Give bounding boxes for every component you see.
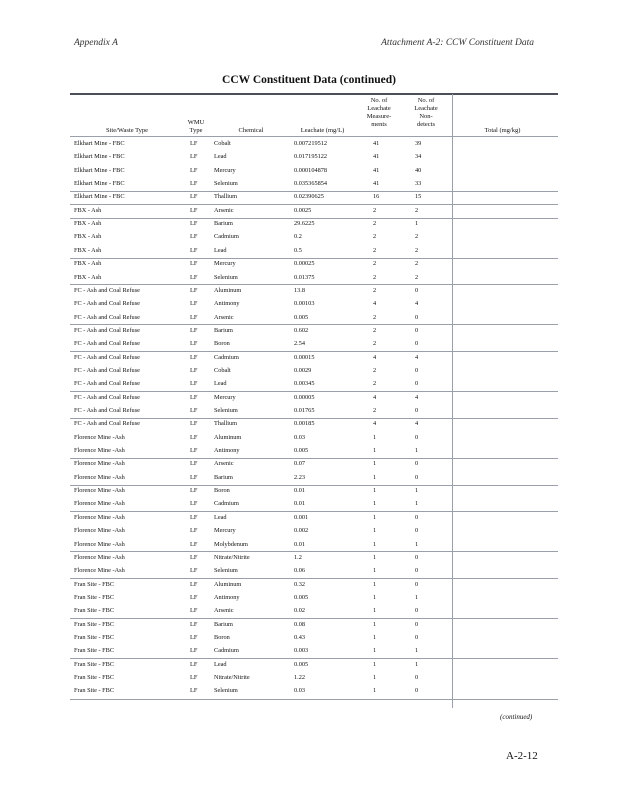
- page-number: A-2-12: [506, 750, 538, 762]
- row-chemical: Lead: [214, 153, 227, 161]
- row-measurements: 2: [373, 366, 377, 374]
- row-site: FC - Ash and Coal Refuse: [74, 393, 140, 401]
- row-nondetects: 0: [415, 340, 419, 348]
- row-leachate: 0.0025: [294, 206, 312, 214]
- row-measurements: 2: [373, 206, 377, 214]
- row-leachate: 0.017195122: [294, 153, 328, 161]
- row-measurements: 1: [373, 527, 377, 535]
- row-leachate: 0.00005: [294, 393, 315, 401]
- row-site: Florence Mine -Ash: [74, 460, 125, 468]
- row-chemical: Aluminum: [214, 286, 242, 294]
- row-leachate: 0.002: [294, 527, 309, 535]
- row-site: Fran Site - FBC: [74, 580, 115, 588]
- row-chemical: Arsenic: [214, 607, 234, 615]
- row-chemical: Arsenic: [214, 313, 234, 321]
- row-nondetects: 0: [415, 674, 419, 681]
- row-chemical: Nitrate/Nitrite: [214, 553, 250, 561]
- row-nondetects: 1: [415, 593, 419, 601]
- row-wmu: LF: [190, 553, 198, 561]
- row-site: Elkhart Mine - FBC: [74, 193, 125, 201]
- row-site: Fran Site - FBC: [74, 674, 115, 681]
- row-leachate: 0.035365854: [294, 180, 328, 188]
- row-leachate: 29.6225: [294, 220, 315, 228]
- row-chemical: Cadmium: [214, 233, 239, 241]
- row-chemical: Molybdenum: [214, 540, 248, 548]
- col-total-header: Total (mg/kg): [484, 127, 521, 134]
- row-chemical: Thallium: [214, 193, 238, 201]
- row-chemical: Mercury: [214, 166, 236, 174]
- row-leachate: 0.00185: [294, 420, 315, 428]
- row-site: FC - Ash and Coal Refuse: [74, 366, 140, 374]
- row-leachate: 0.007219512: [294, 140, 328, 147]
- row-wmu: LF: [190, 193, 198, 201]
- row-site: FC - Ash and Coal Refuse: [74, 286, 140, 294]
- row-measurements: 41: [373, 180, 380, 188]
- row-nondetects: 0: [415, 620, 419, 628]
- row-nondetects: 0: [415, 460, 419, 468]
- row-nondetects: 40: [415, 166, 422, 174]
- row-leachate: 0.00103: [294, 300, 315, 308]
- row-leachate: 0.01: [294, 540, 306, 548]
- row-group-divider: [70, 458, 558, 459]
- row-site: FBX - Ash: [74, 233, 102, 241]
- row-wmu: LF: [190, 300, 198, 308]
- row-chemical: Selenium: [214, 567, 238, 575]
- row-wmu: LF: [190, 220, 198, 228]
- row-wmu: LF: [190, 353, 198, 361]
- row-chemical: Mercury: [214, 260, 236, 268]
- row-wmu: LF: [190, 206, 198, 214]
- row-chemical: Cadmium: [214, 500, 239, 508]
- row-wmu: LF: [190, 273, 198, 281]
- row-leachate: 0.00015: [294, 353, 315, 361]
- row-leachate: 13.8: [294, 286, 306, 294]
- row-nondetects: 4: [415, 353, 419, 361]
- row-wmu: LF: [190, 540, 198, 548]
- row-wmu: LF: [190, 326, 198, 334]
- row-chemical: Boron: [214, 340, 230, 348]
- row-nondetects: 4: [415, 393, 419, 401]
- row-leachate: 0.01765: [294, 407, 315, 414]
- row-measurements: 2: [373, 246, 377, 254]
- row-group-divider: [70, 578, 558, 579]
- row-nondetects: 0: [415, 366, 419, 374]
- row-measurements: 41: [373, 166, 380, 174]
- row-site: Florence Mine -Ash: [74, 567, 125, 575]
- row-leachate: 0.00345: [294, 380, 315, 388]
- row-site: Fran Site - FBC: [74, 687, 115, 695]
- row-leachate: 0.03: [294, 687, 306, 695]
- row-measurements: 1: [373, 580, 377, 588]
- row-chemical: Arsenic: [214, 460, 234, 468]
- row-leachate: 0.0029: [294, 366, 312, 374]
- row-site: Fran Site - FBC: [74, 633, 115, 641]
- row-leachate: 0.01: [294, 487, 306, 495]
- row-site: Florence Mine -Ash: [74, 540, 125, 548]
- row-nondetects: 1: [415, 660, 419, 668]
- row-chemical: Barium: [214, 326, 233, 334]
- row-measurements: 1: [373, 567, 377, 575]
- row-nondetects: 0: [415, 286, 419, 294]
- row-chemical: Cobalt: [214, 140, 231, 147]
- row-nondetects: 0: [415, 380, 419, 388]
- row-site: Elkhart Mine - FBC: [74, 140, 125, 147]
- row-nondetects: 2: [415, 273, 419, 281]
- row-nondetects: 0: [415, 687, 419, 695]
- row-nondetects: 0: [415, 580, 419, 588]
- row-leachate: 0.43: [294, 633, 306, 641]
- row-chemical: Selenium: [214, 687, 238, 695]
- row-site: Florence Mine -Ash: [74, 487, 125, 495]
- row-wmu: LF: [190, 260, 198, 268]
- row-chemical: Barium: [214, 473, 233, 481]
- row-leachate: 1.22: [294, 674, 306, 681]
- row-wmu: LF: [190, 433, 198, 441]
- row-leachate: 0.000104878: [294, 166, 328, 174]
- row-chemical: Barium: [214, 220, 233, 228]
- row-site: Florence Mine -Ash: [74, 500, 125, 508]
- row-wmu: LF: [190, 607, 198, 615]
- row-chemical: Lead: [214, 660, 227, 668]
- row-nondetects: 0: [415, 313, 419, 321]
- row-measurements: 2: [373, 326, 377, 334]
- row-measurements: 2: [373, 233, 377, 241]
- row-nondetects: 0: [415, 527, 419, 535]
- row-group-divider: [70, 658, 558, 659]
- row-wmu: LF: [190, 140, 198, 147]
- row-chemical: Aluminum: [214, 433, 242, 441]
- row-group-divider: [70, 551, 558, 552]
- row-measurements: 1: [373, 433, 377, 441]
- row-measurements: 41: [373, 153, 380, 161]
- row-chemical: Mercury: [214, 393, 236, 401]
- row-leachate: 0.02390625: [294, 193, 324, 201]
- row-chemical: Aluminum: [214, 580, 242, 588]
- row-wmu: LF: [190, 286, 198, 294]
- row-site: FC - Ash and Coal Refuse: [74, 313, 140, 321]
- row-nondetects: 1: [415, 220, 419, 228]
- row-site: Florence Mine -Ash: [74, 473, 125, 481]
- row-measurements: 4: [373, 393, 377, 401]
- col-chemical-header: Chemical: [238, 127, 264, 134]
- row-measurements: 41: [373, 140, 380, 147]
- row-measurements: 2: [373, 273, 377, 281]
- row-measurements: 2: [373, 220, 377, 228]
- row-leachate: 0.01: [294, 500, 306, 508]
- row-wmu: LF: [190, 647, 198, 655]
- row-site: FC - Ash and Coal Refuse: [74, 420, 140, 428]
- row-wmu: LF: [190, 233, 198, 241]
- row-wmu: LF: [190, 580, 198, 588]
- row-nondetects: 0: [415, 567, 419, 575]
- row-wmu: LF: [190, 527, 198, 535]
- row-leachate: 0.01375: [294, 273, 315, 281]
- row-nondetects: 1: [415, 447, 419, 455]
- row-wmu: LF: [190, 420, 198, 428]
- row-nondetects: 0: [415, 473, 419, 481]
- total-column-divider: [452, 94, 453, 708]
- row-measurements: 1: [373, 593, 377, 601]
- row-nondetects: 15: [415, 193, 422, 201]
- row-wmu: LF: [190, 180, 198, 188]
- row-wmu: LF: [190, 166, 198, 174]
- row-nondetects: 0: [415, 553, 419, 561]
- row-nondetects: 2: [415, 206, 419, 214]
- row-wmu: LF: [190, 473, 198, 481]
- row-nondetects: 2: [415, 246, 419, 254]
- row-wmu: LF: [190, 674, 198, 681]
- row-nondetects: 0: [415, 633, 419, 641]
- row-site: Fran Site - FBC: [74, 660, 115, 668]
- row-measurements: 1: [373, 553, 377, 561]
- row-measurements: 1: [373, 473, 377, 481]
- row-nondetects: 4: [415, 420, 419, 428]
- row-leachate: 0.06: [294, 567, 306, 575]
- table-top-rule: [70, 93, 558, 95]
- row-nondetects: 0: [415, 407, 419, 414]
- row-measurements: 16: [373, 193, 380, 201]
- row-site: Florence Mine -Ash: [74, 433, 125, 441]
- row-leachate: 0.03: [294, 433, 306, 441]
- row-wmu: LF: [190, 313, 198, 321]
- row-group-divider: [70, 284, 558, 285]
- table-bottom-rule: [70, 699, 558, 700]
- row-chemical: Selenium: [214, 180, 238, 188]
- row-wmu: LF: [190, 407, 198, 414]
- row-leachate: 2.23: [294, 473, 306, 481]
- row-leachate: 2.54: [294, 340, 306, 348]
- row-nondetects: 39: [415, 140, 422, 147]
- row-wmu: LF: [190, 633, 198, 641]
- page-title: CCW Constituent Data (continued): [222, 74, 396, 86]
- row-leachate: 0.2: [294, 233, 302, 241]
- row-chemical: Cadmium: [214, 353, 239, 361]
- row-leachate: 0.001: [294, 513, 309, 521]
- row-chemical: Antimony: [214, 447, 240, 455]
- row-group-divider: [70, 511, 558, 512]
- row-site: FBX - Ash: [74, 246, 102, 254]
- row-measurements: 4: [373, 300, 377, 308]
- row-chemical: Cobalt: [214, 366, 231, 374]
- row-nondetects: 0: [415, 326, 419, 334]
- row-wmu: LF: [190, 366, 198, 374]
- row-chemical: Thallium: [214, 420, 238, 428]
- row-site: Elkhart Mine - FBC: [74, 180, 125, 188]
- col-measurements-header: No. of Leachate Measure- ments: [366, 97, 392, 128]
- row-measurements: 2: [373, 380, 377, 388]
- row-wmu: LF: [190, 340, 198, 348]
- row-site: FC - Ash and Coal Refuse: [74, 340, 140, 348]
- row-wmu: LF: [190, 513, 198, 521]
- row-group-divider: [70, 618, 558, 619]
- row-wmu: LF: [190, 567, 198, 575]
- row-site: Elkhart Mine - FBC: [74, 166, 125, 174]
- row-measurements: 2: [373, 313, 377, 321]
- row-measurements: 1: [373, 500, 377, 508]
- row-measurements: 1: [373, 513, 377, 521]
- row-site: FBX - Ash: [74, 260, 102, 268]
- table-header-rule: [70, 136, 558, 137]
- row-measurements: 1: [373, 487, 377, 495]
- row-wmu: LF: [190, 153, 198, 161]
- row-measurements: 2: [373, 340, 377, 348]
- row-chemical: Nitrate/Nitrite: [214, 674, 250, 681]
- row-measurements: 2: [373, 260, 377, 268]
- row-wmu: LF: [190, 687, 198, 695]
- row-chemical: Selenium: [214, 273, 238, 281]
- row-measurements: 1: [373, 620, 377, 628]
- row-wmu: LF: [190, 460, 198, 468]
- row-leachate: 0.005: [294, 447, 309, 455]
- row-wmu: LF: [190, 447, 198, 455]
- row-group-divider: [70, 485, 558, 486]
- row-chemical: Lead: [214, 380, 227, 388]
- row-nondetects: 0: [415, 513, 419, 521]
- row-wmu: LF: [190, 393, 198, 401]
- row-group-divider: [70, 324, 558, 325]
- row-wmu: LF: [190, 246, 198, 254]
- row-nondetects: 34: [415, 153, 422, 161]
- row-chemical: Arsenic: [214, 206, 234, 214]
- continued-note: (continued): [500, 713, 533, 721]
- row-site: Fran Site - FBC: [74, 593, 115, 601]
- appendix-label: Appendix A: [74, 38, 118, 48]
- row-leachate: 0.32: [294, 580, 306, 588]
- row-site: Florence Mine -Ash: [74, 513, 125, 521]
- row-leachate: 1.2: [294, 553, 302, 561]
- row-leachate: 0.003: [294, 647, 309, 655]
- row-leachate: 0.5: [294, 246, 302, 254]
- row-site: FC - Ash and Coal Refuse: [74, 380, 140, 388]
- row-site: Elkhart Mine - FBC: [74, 153, 125, 161]
- row-measurements: 2: [373, 407, 377, 414]
- row-site: Fran Site - FBC: [74, 620, 115, 628]
- col-nondetects-header: No. of Leachate Non- detects: [414, 97, 438, 128]
- row-site: FC - Ash and Coal Refuse: [74, 407, 140, 414]
- row-site: FC - Ash and Coal Refuse: [74, 300, 140, 308]
- row-nondetects: 0: [415, 607, 419, 615]
- row-nondetects: 1: [415, 487, 419, 495]
- row-leachate: 0.005: [294, 313, 309, 321]
- row-nondetects: 2: [415, 233, 419, 241]
- col-leachate-header: Leachate (mg/L): [300, 127, 345, 134]
- row-nondetects: 1: [415, 540, 419, 548]
- row-site: FBX - Ash: [74, 273, 102, 281]
- row-site: Florence Mine -Ash: [74, 553, 125, 561]
- row-chemical: Cadmium: [214, 647, 239, 655]
- row-chemical: Selenium: [214, 407, 238, 414]
- col-wmu-header: WMU Type: [187, 119, 205, 134]
- row-chemical: Antimony: [214, 593, 240, 601]
- row-site: Florence Mine -Ash: [74, 447, 125, 455]
- row-chemical: Antimony: [214, 300, 240, 308]
- row-chemical: Lead: [214, 513, 227, 521]
- row-wmu: LF: [190, 487, 198, 495]
- row-site: FC - Ash and Coal Refuse: [74, 326, 140, 334]
- row-nondetects: 4: [415, 300, 419, 308]
- row-wmu: LF: [190, 593, 198, 601]
- row-group-divider: [70, 204, 558, 205]
- row-wmu: LF: [190, 380, 198, 388]
- row-chemical: Boron: [214, 487, 230, 495]
- row-nondetects: 1: [415, 647, 419, 655]
- row-leachate: 0.08: [294, 620, 306, 628]
- row-chemical: Boron: [214, 633, 230, 641]
- row-nondetects: 33: [415, 180, 422, 188]
- row-wmu: LF: [190, 620, 198, 628]
- row-chemical: Lead: [214, 246, 227, 254]
- row-leachate: 0.602: [294, 326, 309, 334]
- row-leachate: 0.005: [294, 593, 309, 601]
- row-site: Florence Mine -Ash: [74, 527, 125, 535]
- row-leachate: 0.07: [294, 460, 306, 468]
- row-measurements: 1: [373, 660, 377, 668]
- row-chemical: Barium: [214, 620, 233, 628]
- row-leachate: 0.00025: [294, 260, 315, 268]
- row-nondetects: 2: [415, 260, 419, 268]
- row-measurements: 1: [373, 447, 377, 455]
- row-measurements: 4: [373, 420, 377, 428]
- row-measurements: 1: [373, 687, 377, 695]
- row-leachate: 0.02: [294, 607, 306, 615]
- row-measurements: 2: [373, 286, 377, 294]
- row-measurements: 1: [373, 460, 377, 468]
- row-wmu: LF: [190, 500, 198, 508]
- row-site: FBX - Ash: [74, 220, 102, 228]
- row-measurements: 1: [373, 647, 377, 655]
- row-measurements: 1: [373, 607, 377, 615]
- row-chemical: Mercury: [214, 527, 236, 535]
- row-measurements: 1: [373, 674, 377, 681]
- row-measurements: 1: [373, 540, 377, 548]
- row-nondetects: 1: [415, 500, 419, 508]
- col-site-header: Site/Waste Type: [105, 127, 149, 134]
- row-site: FC - Ash and Coal Refuse: [74, 353, 140, 361]
- row-site: Fran Site - FBC: [74, 647, 115, 655]
- attachment-label: Attachment A-2: CCW Constituent Data: [381, 38, 534, 48]
- row-leachate: 0.005: [294, 660, 309, 668]
- row-nondetects: 0: [415, 433, 419, 441]
- row-measurements: 1: [373, 633, 377, 641]
- row-site: Fran Site - FBC: [74, 607, 115, 615]
- row-wmu: LF: [190, 660, 198, 668]
- row-site: FBX - Ash: [74, 206, 102, 214]
- row-measurements: 4: [373, 353, 377, 361]
